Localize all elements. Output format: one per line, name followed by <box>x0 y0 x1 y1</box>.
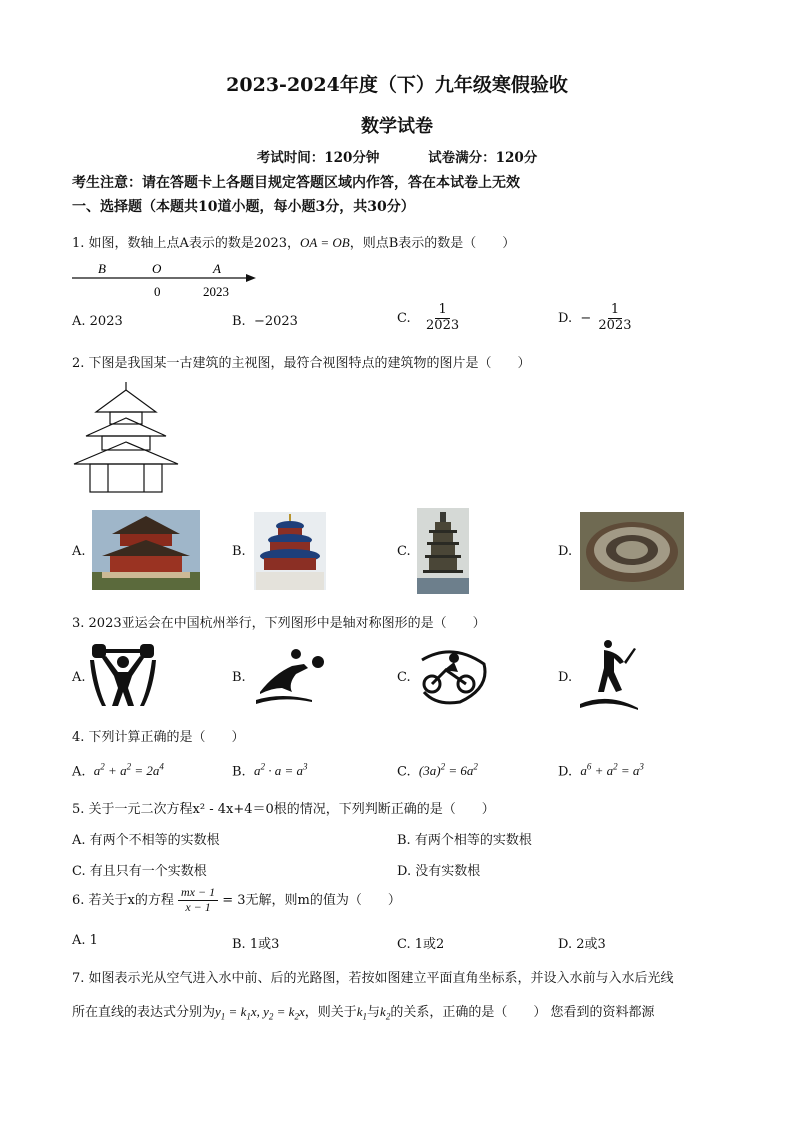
q5-option-a[interactable]: A. 有两个不相等的实数根 <box>72 833 220 848</box>
q4-option-c[interactable]: C. $(3a)^2 = 6a^2$ <box>397 762 478 780</box>
q1-option-d[interactable]: D. − $\frac{1}{2023}$ <box>558 302 632 333</box>
axis-value-0: 0 <box>154 284 161 299</box>
q6-option-d[interactable]: D. 2或3 <box>558 937 606 952</box>
q6-option-b[interactable]: B. 1或3 <box>232 937 280 952</box>
q3-option-b-label[interactable]: B. <box>232 670 246 685</box>
axis-label-b: B <box>98 261 106 276</box>
q7-trailing-text: 您看到的资料都源 <box>550 1005 655 1020</box>
q3-option-c-label[interactable]: C. <box>397 670 411 685</box>
q1-option-a[interactable]: A. 2023 <box>72 314 123 329</box>
q4-stem: 4. 下列计算正确的是（ ） <box>72 730 245 745</box>
q5-option-c[interactable]: C. 有且只有一个实数根 <box>72 864 207 879</box>
q6-stem: 6. 若关于x的方程 $\frac{mx - 1}{x - 1}$ = 3无解，则m的值为（ ） <box>72 885 401 914</box>
q4-option-d[interactable]: D. $a^6 + a^2 = a^3$ <box>558 762 644 780</box>
q2-option-d-label[interactable]: D. <box>558 544 573 559</box>
axis-label-o: O <box>152 261 162 276</box>
pagoda-front-view-figure <box>70 380 185 495</box>
exam-score: 试卷满分：120分 <box>428 150 538 166</box>
q6-option-c[interactable]: C. 1或2 <box>397 937 445 952</box>
q6-option-a[interactable]: A. 1 <box>72 933 98 948</box>
q1-option-b[interactable]: B. −2023 <box>232 314 298 329</box>
q5-option-b[interactable]: B. 有两个相等的实数根 <box>397 833 532 848</box>
q3-option-a-label[interactable]: A. <box>72 670 86 685</box>
q4-option-b[interactable]: B. $a^2 \cdot a = a^3$ <box>232 762 308 780</box>
q3-volleyball-icon[interactable] <box>252 644 328 706</box>
exam-subtitle: 数学试卷 <box>361 116 433 137</box>
q7-line2: 所在直线的表达式分别为$y_1 = k_1x$, $y_2 = k_2x$，则关于$k_1$与$k_2$的关系，正确的是（ ） 您看到的资料都源 <box>72 1004 655 1022</box>
q3-option-d-label[interactable]: D. <box>558 670 573 685</box>
q2-option-a-label[interactable]: A. <box>72 544 86 559</box>
q5-option-d[interactable]: D. 没有实数根 <box>397 864 481 879</box>
q2-option-b-image[interactable] <box>254 512 326 590</box>
section-heading: 一、选择题（本题共10道小题，每小题3分，共30分） <box>72 199 415 215</box>
q2-option-c-image[interactable] <box>417 508 469 594</box>
q3-golf-icon[interactable] <box>578 638 652 712</box>
q3-weightlifting-icon[interactable] <box>90 640 156 710</box>
q2-option-a-image[interactable] <box>92 510 200 590</box>
q5-stem: 5. 关于一元二次方程x² - 4x+4＝0根的情况，下列判断正确的是（ ） <box>72 802 495 817</box>
axis-value-2023: 2023 <box>203 284 229 299</box>
q3-stem: 3. 2023亚运会在中国杭州举行，下列图形中是轴对称图形的是（ ） <box>72 616 486 631</box>
arrow-icon <box>246 274 256 282</box>
exam-time: 考试时间：120分钟 <box>256 150 380 166</box>
q3-cycling-icon[interactable] <box>416 644 490 706</box>
q2-option-b-label[interactable]: B. <box>232 544 246 559</box>
q1-option-c[interactable]: C. $\frac{1}{2023}$ <box>397 302 460 333</box>
q2-option-d-image[interactable] <box>580 512 684 590</box>
q2-stem: 2. 下图是我国某一古建筑的主视图，最符合视图特点的建筑物的图片是（ ） <box>72 356 531 371</box>
q4-option-a[interactable]: A. $a^2 + a^2 = 2a^4$ <box>72 762 164 780</box>
axis-label-a: A <box>213 261 221 276</box>
exam-info <box>0 146 794 166</box>
exam-title: 2023-2024年度（下）九年级寒假验收 <box>226 74 568 96</box>
q1-stem: 1. 如图，数轴上点A表示的数是2023，OA = OB，则点B表示的数是（ ） <box>72 235 516 251</box>
number-line-figure <box>70 258 270 304</box>
q2-option-c-label[interactable]: C. <box>397 544 411 559</box>
q7-line1: 7. 如图表示光从空气进入水中前、后的光路图，若按如图建立平面直角坐标系，并设入水前与入水后光线 <box>72 971 674 986</box>
exam-notice: 考生注意：请在答题卡上各题目规定答题区域内作答，答在本试卷上无效 <box>72 175 520 191</box>
